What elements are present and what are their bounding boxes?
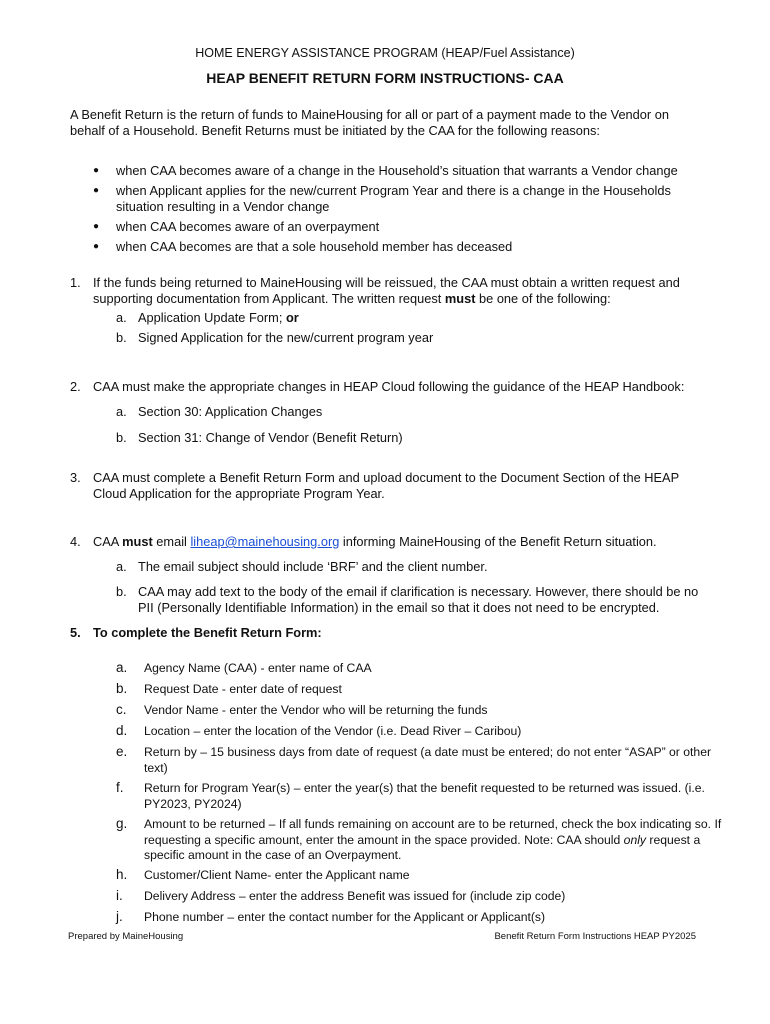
bullet-icon: ● — [93, 241, 100, 252]
document-page: HOME ENERGY ASSISTANCE PROGRAM (HEAP/Fuel Assistance) HEAP BENEFIT RETURN FORM INSTRUCTIONS- CAA A Benefit Return is the return of funds to MaineHousing for all or part of a payment made to the Vendor on behalf of a Household. Benefit Returns must be initiated by the CAA for the following reasons: ● when CAA becomes aware of a change in the Household’s situation that warrants a Vendor change ● when Applicant applies for the new/current Program Year and there is a change in the Households situation resulting in a Vendor change ● when CAA becomes aware of an overpayment ● when CAA becomes are that a sole household member has deceased 1. If the funds being returned to MaineHousing will be reissued, the CAA must obtain a written request and supporting documentation from Applicant. The written request must be one of the following: a. Application Update Form; or b. Signed Application for the new/current program year 2. CAA must make the appropriate changes in HEAP Cloud following the guidance of the HEAP Handbook: a. Section 30: Application Changes b. Section 31: Change of Vendor (Benefit Return) 3. CAA must complete a Benefit Return Form and upload document to the Document Section of the HEAP Cloud Application for the appropriate Program Year. 4. CAA must email liheap@mainehousing.org informing MaineHousing of the Benefit Return situation. a. The email subject should include ‘BRF’ and the client number. b. CAA may add text to the body of the email if clarification is necessary. However, there should be no PII (Personally Identifiable Information) in the email so that it does not need to be encrypted. 5. To complete the Benefit Return Form: a. Agency Name (CAA) - enter name of CAA b. Request Date - enter date of request c. Vendor Name - enter the Vendor who will be returning the funds d. Location – enter the location of the Vendor (i.e. Dead River – Caribou) e. Return by – 15 business days from date of request (a date must be entered; do not enter “ASAP” or other text) f. Return for Program Year(s) – enter the year(s) that the benefit requested to be returned was issued. (i.e. PY2023, PY2024) g. Amount to be returned – If all funds remaining on account are to be returned, check the box indicating so. If requesting a specific amount, enter the amount in the space provided. Note: CAA should only request a specific amount in the case of an Overpayment. h. Customer/Client Name- enter the Applicant name i. Delivery Address – enter the address Benefit was issued for (include zip code) j. Phone number – enter the contact number for the Applicant or Applicant(s) Prepared by MaineHousing Benefit Return Form Instructions HEAP PY2025 — [0, 0, 770, 1024]
email-link[interactable]: liheap@mainehousing.org — [190, 534, 340, 549]
program-name: HOME ENERGY ASSISTANCE PROGRAM (HEAP/Fuel Assistance) — [195, 46, 575, 60]
intro-paragraph: A Benefit Return is the return of funds to MaineHousing for all or part of a payment made to the Vendor on behalf of a Household. Benefit Returns must be initiated by the CAA for the following reasons: — [70, 107, 669, 138]
footer-right: Benefit Return Form Instructions HEAP PY2025 — [494, 931, 696, 942]
bullet-icon: ● — [93, 221, 100, 232]
bullet-icon: ● — [93, 165, 100, 176]
bullet-icon: ● — [93, 185, 100, 196]
document-title: HEAP BENEFIT RETURN FORM INSTRUCTIONS- CAA — [206, 70, 564, 86]
footer-left: Prepared by MaineHousing — [68, 931, 184, 942]
